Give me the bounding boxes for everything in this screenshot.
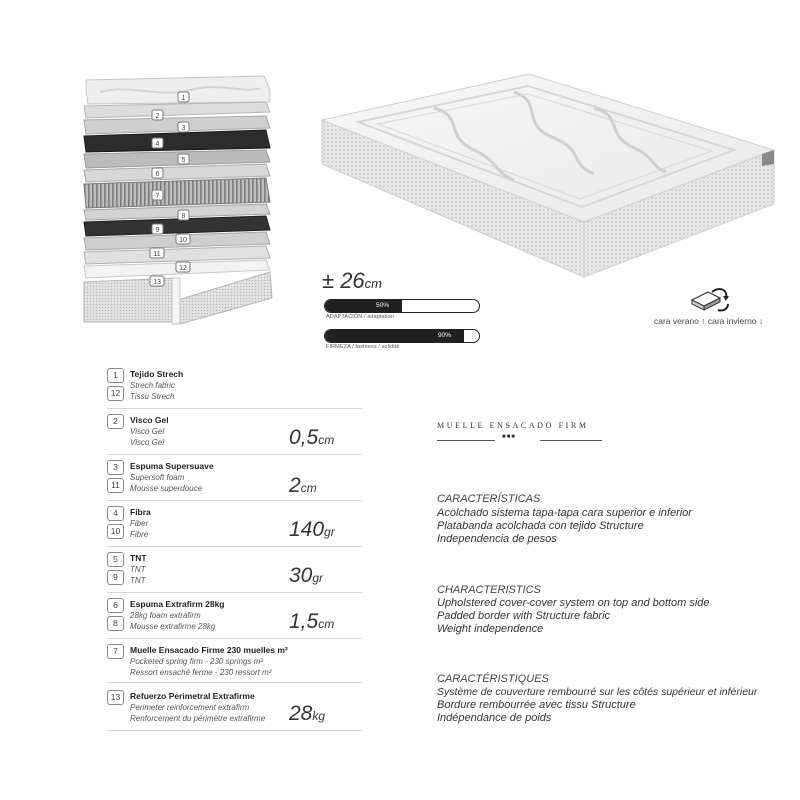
layer-marker [178,154,189,164]
feature-line: Système de couverture rembourré sur les côtés supérieur et inférieur [437,686,758,698]
spec-value: 2cm [289,474,317,497]
section-title-en: CHARACTERISTICS [437,584,541,596]
spec-subtitle-fr: Ressort ensaché ferme - 230 ressort m² [130,668,272,677]
spec-subtitle-en: Visco Gel [130,427,165,436]
flip-mattress-icon [690,286,732,314]
mattress-layers-diagram [80,72,280,328]
spec-value: 140gr [289,518,335,541]
firmness-percent: 90% [438,332,452,339]
spec-title: Tejido Strech [130,369,184,379]
model-name: MUELLE ENSACADO FIRM [437,421,589,430]
feature-line: Upholstered cover-cover system on top and bottom side [437,597,710,609]
svg-text:9: 9 [155,227,160,234]
svg-text:5: 5 [181,157,186,164]
feature-line: Bordure rembourrée avec tissu Structure [437,699,636,711]
layer-marker [176,262,190,272]
layer-number: 10 [107,524,124,539]
layer-number: 5 [107,552,124,567]
feature-line: Acolchado sistema tapa-tapa cara superior e inferior [437,507,692,519]
spec-value: 28kg [289,702,326,725]
feature-line: Weight independence [437,623,544,635]
feature-line: Independencia de pesos [437,533,557,545]
spec-subtitle-fr: TNT [130,576,146,585]
spec-value: 1,5cm [289,610,335,633]
adaptation-bar-fill [325,300,402,312]
layer-number: 11 [107,478,124,493]
spec-subtitle-en: Strech fabric [130,381,175,390]
feature-line: Indépendance de poids [437,712,552,724]
layer-marker [150,276,164,286]
flip-instructions: cara verano ↑ cara invierno ↓ [654,316,764,326]
spec-title: Espuma Extrafirm 28kg [130,599,225,609]
spec-title: Fibra [130,507,151,517]
layer-marker [152,110,163,120]
spec-subtitle-fr: Fibre [130,530,149,539]
divider [540,440,602,441]
svg-text:10: 10 [179,237,187,244]
layer-number: 8 [107,616,124,631]
spec-subtitle-en: TNT [130,565,146,574]
spec-title: Refuerzo Perimetral Extrafirme [130,691,255,701]
spec-item [107,550,362,593]
adaptation-bar [324,299,480,313]
spec-value: 30gr [289,564,324,587]
firmness-label: FIRMEZA / fastness / solidité [326,344,400,350]
spec-subtitle-fr: Visco Gel [130,438,165,447]
svg-text:3: 3 [181,125,186,132]
layer-number: 6 [107,598,124,613]
mattress-image [314,72,784,282]
layer-number: 3 [107,460,124,475]
feature-line: Padded border with Structure fabric [437,610,611,622]
layer-number: 12 [107,386,124,401]
adaptation-label: ADAPTACIÓN / adaptation [326,314,394,320]
layer-marker [150,248,164,258]
feature-line: Platabanda acolchada con tejido Structure [437,520,644,532]
spec-title: TNT [130,553,147,563]
svg-text:13: 13 [153,279,161,286]
spec-subtitle-en: Perimeter reinforcement extrafirm [130,703,250,712]
layer-number: 2 [107,414,124,429]
spec-item [107,458,362,501]
divider [437,440,495,441]
spec-item [107,688,362,731]
layer-marker [152,138,163,148]
svg-text:12: 12 [179,265,187,272]
svg-text:8: 8 [181,213,186,220]
spec-subtitle-en: 28kg foam extrafirm [130,611,201,620]
svg-text:11: 11 [153,251,161,258]
layer-number: 9 [107,570,124,585]
layer-number: 1 [107,368,124,383]
section-title-fr: CARACTÉRISTIQUES [437,673,549,685]
layer-marker [178,92,189,102]
layer-marker [178,210,189,220]
layer-number: 7 [107,644,124,659]
spec-value: 0,5cm [289,426,335,449]
spec-item [107,366,362,409]
section-title-es: CARACTERÍSTICAS [437,493,541,505]
layer-number: 13 [107,690,124,705]
spec-title: Visco Gel [130,415,169,425]
spec-subtitle-fr: Tissu Strech [130,392,175,401]
spec-item [107,642,362,683]
spec-title: Muelle Ensacado Firme 230 muelles m² [130,645,288,655]
svg-text:7: 7 [155,193,160,200]
spec-title: Espuma Supersuave [130,461,214,471]
spec-subtitle-fr: Renforcement du périmètre extrafirme [130,714,266,723]
spec-subtitle-fr: Mousse superdouce [130,484,203,493]
layer-marker [152,224,163,234]
spec-item [107,504,362,547]
svg-text:2: 2 [155,113,160,120]
spec-item [107,412,362,455]
spec-subtitle-en: Supersoft foam [130,473,185,482]
layer-marker [176,234,190,244]
layer-marker [178,122,189,132]
layer-marker [152,168,163,178]
adaptation-percent: 50% [376,302,390,309]
svg-text:4: 4 [155,141,160,148]
mattress-height: ± 26cm [322,268,383,293]
svg-text:6: 6 [155,171,160,178]
spec-subtitle-en: Fiber [130,519,149,528]
firmness-bar [324,329,480,343]
spec-subtitle-fr: Mousse extrafirme 28kg [130,622,216,631]
layer-number: 4 [107,506,124,521]
spec-item [107,596,362,639]
layer-marker [152,190,163,200]
decorative-squares: ■■■ [502,434,516,440]
svg-text:1: 1 [181,95,186,102]
spec-subtitle-en: Pocketed spring firm - 230 springs m² [130,657,263,666]
